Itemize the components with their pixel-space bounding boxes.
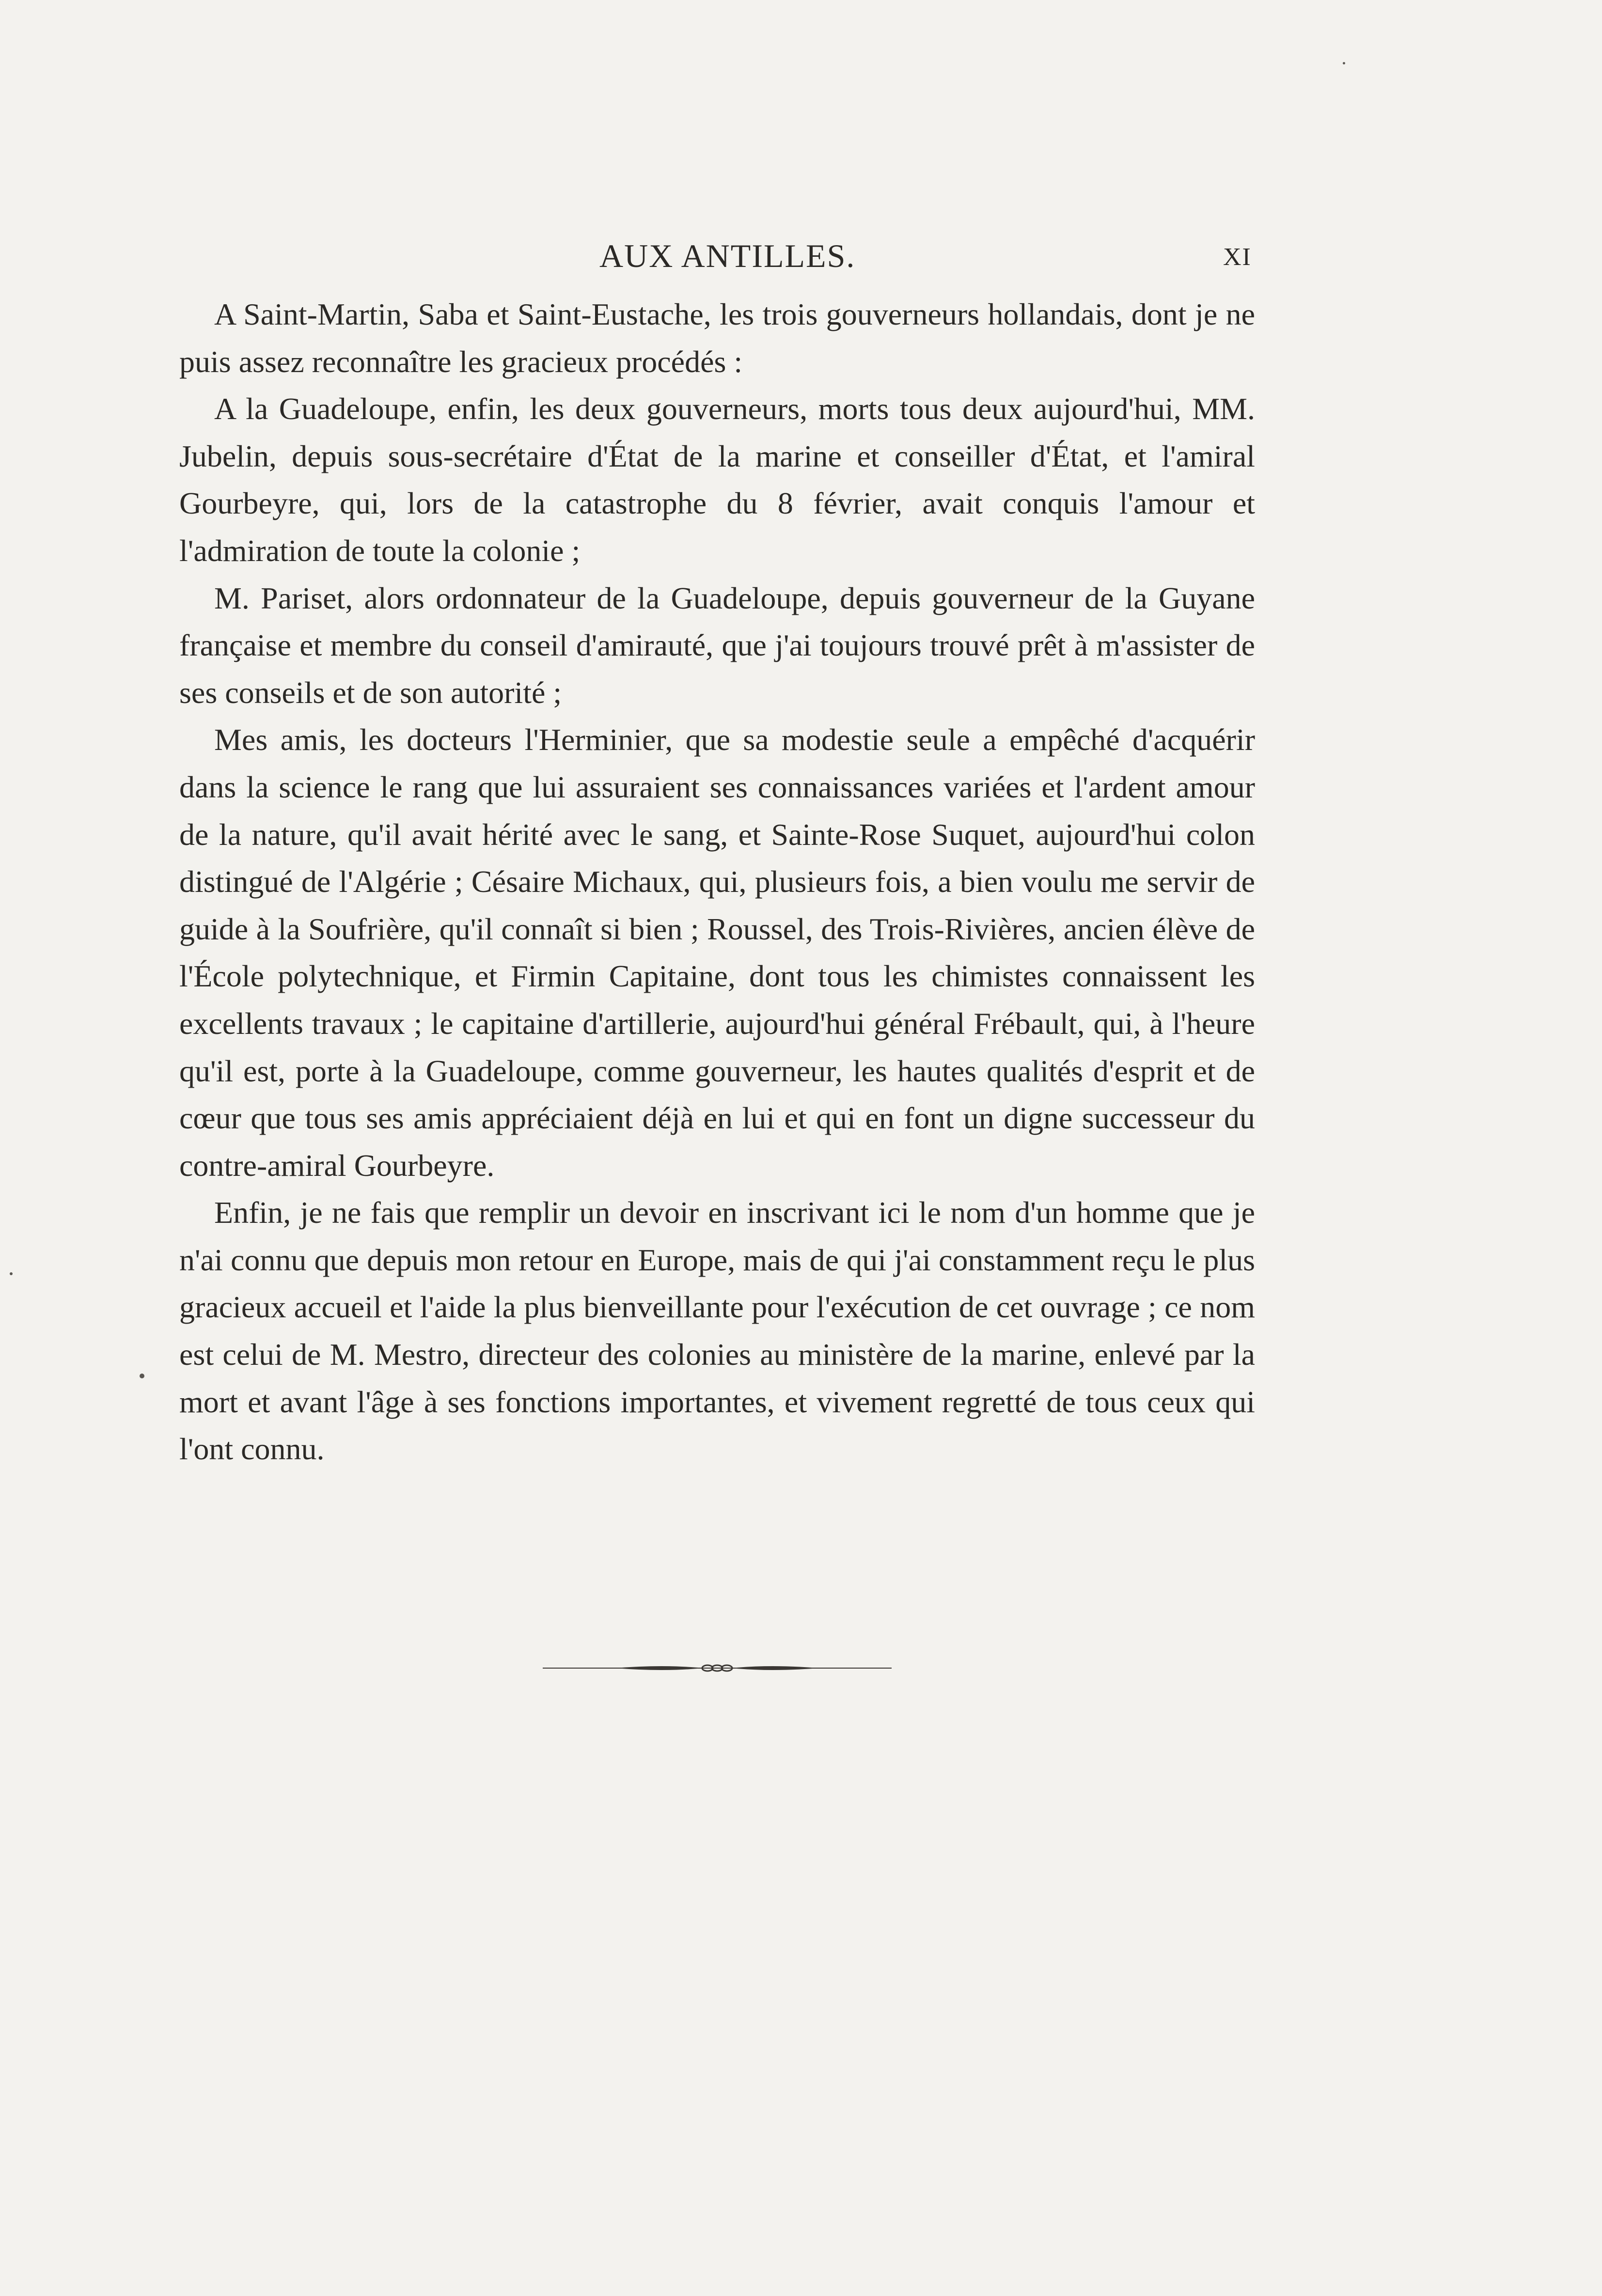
running-title: AUX ANTILLES. bbox=[599, 237, 856, 274]
tailpiece-rule-icon bbox=[543, 1663, 892, 1673]
margin-speck bbox=[1343, 62, 1345, 64]
margin-speck bbox=[10, 1272, 13, 1275]
page-number: XI bbox=[1223, 243, 1252, 271]
paragraph-pariset: M. Pariset, alors ordonnateur de la Guadeloupe, depuis gouverneur de la Guyane française et membre du conseil d'amirauté, que j'ai toujours trouvé prêt à m'assister de ses conseils et de son autorité ; bbox=[179, 580, 1255, 710]
paragraph-friends: Mes amis, les docteurs l'Herminier, que sa modestie seule a empêché d'acquérir dans la science le rang que lui assuraient ses connaissances variées et l'ardent amour de la nature, qu'il avait hérité avec le sang, et Sainte-Rose Suquet, aujourd'hui colon distingué de l'Algérie ; Césaire Michaux, qui, plusieurs fois, a bien voulu me servir de guide à la Soufrière, qu'il connaît si bien ; Roussel, des Trois-Rivières, ancien élève de l'École polytechnique, et Firmin Capitaine, dont tous les chimistes connaissent les excellents travaux ; le capitaine d'artillerie, aujourd'hui général Frébault, qui, à l'heure qu'il est, porte à la Guadeloupe, comme gouverneur, les hautes qualités d'esprit et de cœur que tous ses amis appréciaient déjà en lui et qui en font un digne successeur du contre-amiral Gourbeyre. bbox=[179, 722, 1255, 1183]
paragraph-guadeloupe-governors: A la Guadeloupe, enfin, les deux gouverneurs, morts tous deux aujourd'hui, MM. Jubelin, depuis sous-secrétaire d'État de la marine et conseiller d'État, et l'amiral Gourbeyre, qui, lors de la catastrophe du 8 février, avait conquis l'amour et l'admiration de toute la colonie ; bbox=[179, 391, 1255, 568]
paragraph-mestro: Enfin, je ne fais que remplir un devoir en inscrivant ici le nom d'un homme que je n'ai connu que depuis mon retour en Europe, mais de qui j'ai constamment reçu le plus gracieux accueil et l'aide la plus bienveillante pour l'exécution de cet ouvrage ; ce nom est celui de M. Mestro, directeur des colonies au ministère de la marine, enlevé par la mort et avant l'âge à ses fonctions importantes, et vivement regretté de tous ceux qui l'ont connu. bbox=[179, 1195, 1255, 1467]
paragraph-saint-martin: A Saint-Martin, Saba et Saint-Eustache, les trois gouverneurs hollandais, dont je ne puis assez reconnaître les gracieux procédés : bbox=[179, 297, 1255, 379]
running-head bbox=[0, 236, 1602, 275]
body-text bbox=[179, 291, 1255, 1473]
margin-speck bbox=[140, 1374, 144, 1378]
